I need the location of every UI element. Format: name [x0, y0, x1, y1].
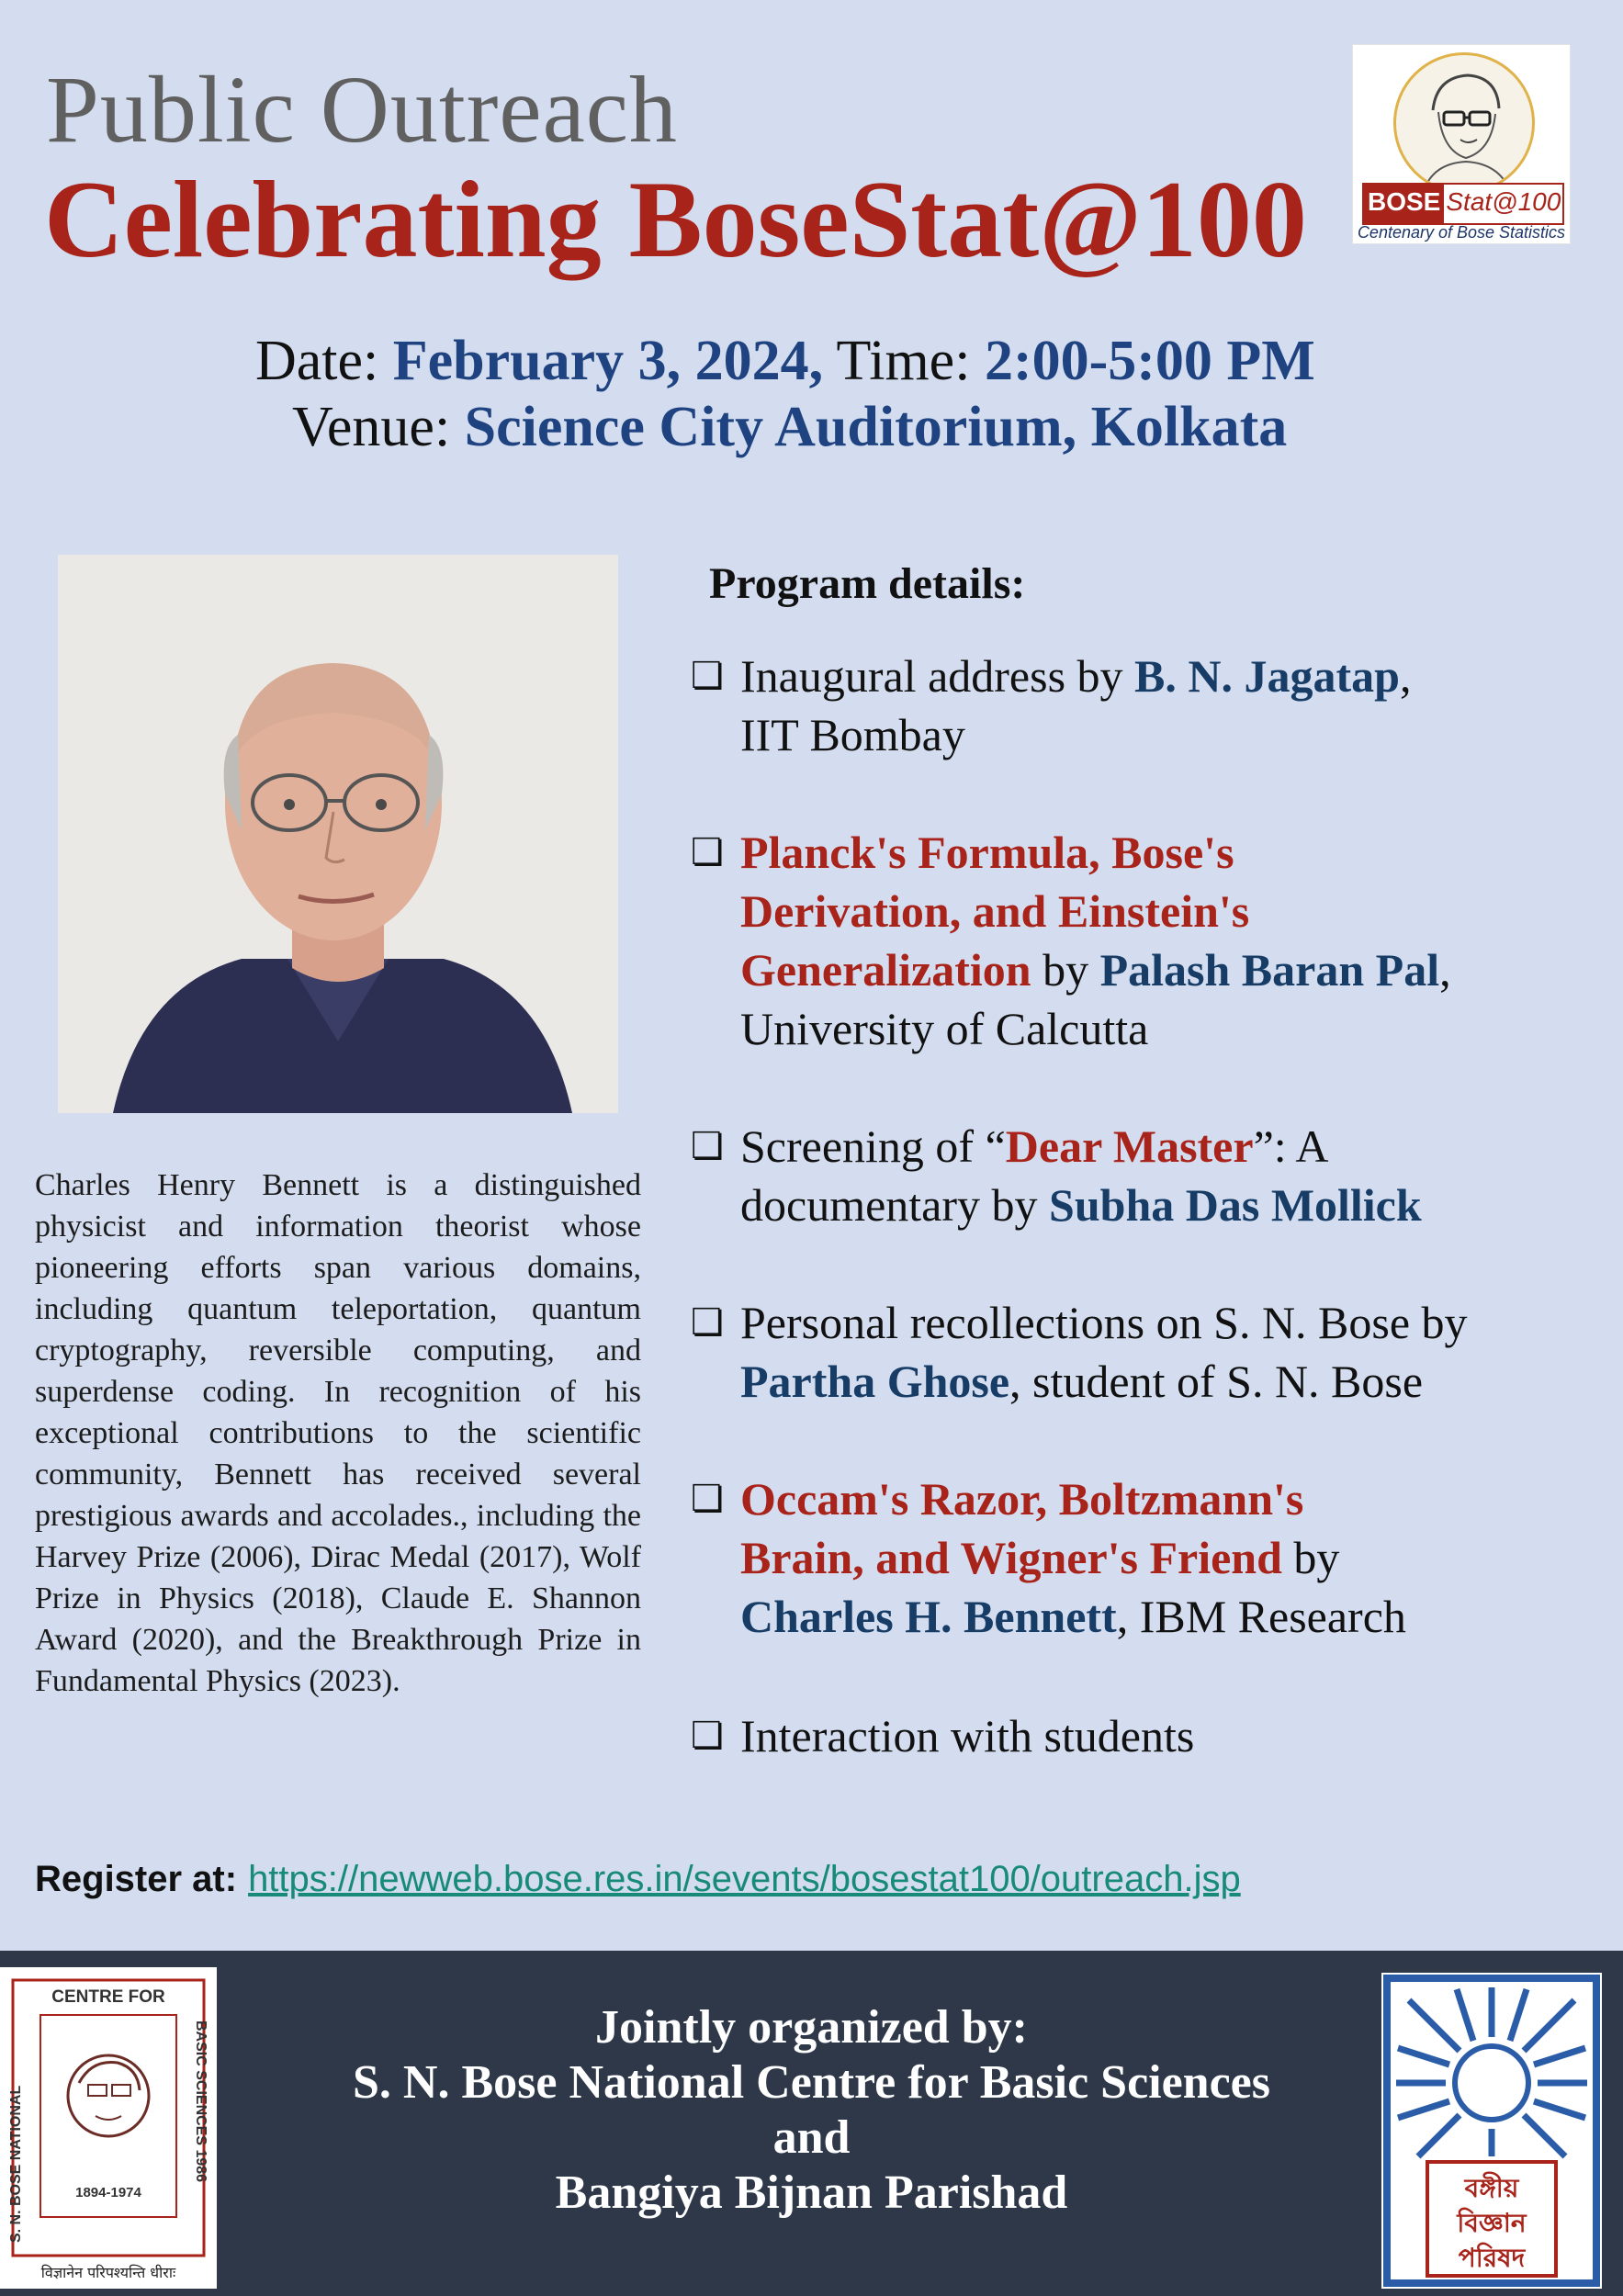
speaker-name: Charles H. Bennett [740, 1591, 1117, 1642]
speaker-name: Partha Ghose [740, 1356, 1010, 1407]
checkbox-bullet-icon: ❏ [691, 655, 724, 697]
svg-text:BASIC SCIENCES 1986: BASIC SCIENCES 1986 [193, 2020, 209, 2183]
talk-title: Occam's Razor, Boltzmann's [740, 1473, 1304, 1525]
program-item: ❏ Inaugural address by B. N. Jagatap, IIT Bombay [691, 647, 1572, 764]
svg-text:CENTRE FOR: CENTRE FOR [51, 1987, 165, 2007]
event-venue: Science City Auditorium, Kolkata [464, 396, 1288, 458]
speaker-photo [58, 555, 618, 1113]
svg-text:বঙ্গীয়: বঙ্গীয় [1464, 2173, 1519, 2203]
bosestat-logo [1352, 44, 1571, 244]
checkbox-bullet-icon: ❏ [691, 1478, 724, 1520]
bosestat-banner: BOSE Stat@100 [1362, 183, 1564, 225]
headline: Celebrating BoseStat@100 [44, 158, 1307, 280]
logo-tagline: Centenary of Bose Statistics [1357, 223, 1566, 242]
program-title: Program details: [709, 559, 1026, 608]
bose-portrait-icon [1393, 52, 1535, 194]
svg-text:বিজ্ঞান: বিজ্ঞান [1457, 2208, 1527, 2238]
checkbox-bullet-icon: ❏ [691, 1715, 724, 1757]
speaker-name: Palash Baran Pal [1099, 944, 1440, 996]
speaker-name: B. N. Jagatap [1134, 650, 1400, 702]
organizers-heading: Jointly organized by: [595, 2001, 1028, 2054]
date-time-line: Date: February 3, 2024, Time: 2:00-5:00 PM [255, 330, 1315, 392]
organizer-name: S. N. Bose National Centre for Basic Sciences [353, 2056, 1270, 2109]
svg-text:विज्ञानेन परिपश्यन्ति धीराः: विज्ञानेन परिपश्यन्ति धीराः [40, 2264, 176, 2281]
svg-text:S. N. BOSE NATIONAL: S. N. BOSE NATIONAL [8, 2085, 24, 2243]
organizers: Jointly organized by: S. N. Bose National Centre for Basic Sciences and Bangiya Bijnan Parishad [0, 2000, 1623, 2221]
checkbox-bullet-icon: ❏ [691, 831, 724, 873]
footer [0, 1951, 1623, 2296]
register-label: Register at: [35, 1859, 238, 1899]
register-link[interactable]: https://newweb.bose.res.in/sevents/bosestat100/outreach.jsp [248, 1859, 1241, 1899]
organizer-name: Bangiya Bijnan Parishad [555, 2167, 1068, 2219]
checkbox-bullet-icon: ❏ [691, 1125, 724, 1167]
bangiya-bijnan-parishad-logo [1381, 1973, 1602, 2289]
program-item: ❏ Interaction with students [691, 1706, 1572, 1765]
svg-text:1894-1974: 1894-1974 [75, 2185, 141, 2200]
program-item: ❏ Screening of “Dear Master”: A documentary by Subha Das Mollick [691, 1117, 1572, 1234]
program-item: ❏ Occam's Razor, Boltzmann's Brain, and Wigner's Friend by Charles H. Bennett, IBM Research [691, 1469, 1572, 1646]
talk-title: Planck's Formula, Bose's [740, 827, 1234, 878]
speaker-name: Subha Das Mollick [1049, 1179, 1422, 1231]
svg-text:পরিষদ: পরিষদ [1458, 2243, 1526, 2273]
checkbox-bullet-icon: ❏ [691, 1301, 724, 1344]
event-time: 2:00-5:00 PM [984, 330, 1315, 392]
program-item: ❏ Personal recollections on S. N. Bose by Partha Ghose, student of S. N. Bose [691, 1293, 1572, 1411]
speaker-bio: Charles Henry Bennett is a distinguished physicist and information theorist whose pioneering efforts span various domains, including quantum teleportation, quantum cryptography, reversible computing, and superdense coding. In recognition of his exceptional contributions to the scientific community, Bennett has received several prestigious awards and accolades., including the Harvey Prize (2006), Dirac Medal (2017), Wolf Prize in Physics (2018), Claude E. Shannon Award (2020), and the Breakthrough Prize in Fundamental Physics (2023). [35, 1168, 641, 1698]
film-title: Dear Master [1005, 1120, 1254, 1172]
event-date: February 3, 2024, [392, 330, 824, 392]
venue-line: Venue: Science City Auditorium, Kolkata [292, 396, 1288, 458]
register-line [35, 1859, 1241, 1900]
kicker-title: Public Outreach [46, 57, 678, 163]
program-item: ❏ Planck's Formula, Bose's Derivation, and Einstein's Generalization by Palash Baran Pal, University of Calcutta [691, 823, 1572, 1058]
